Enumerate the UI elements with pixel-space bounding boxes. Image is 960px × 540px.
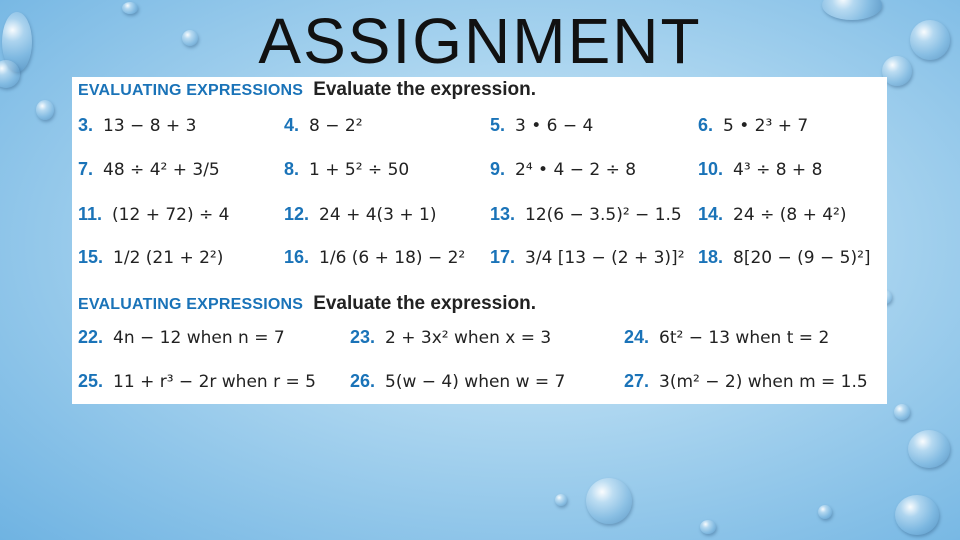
problem-expression: 48 ÷ 4² + 3/5 [103,160,220,180]
problem-number: 4. [284,115,300,135]
problem-item [284,115,363,136]
problem-number: 22. [78,327,104,347]
problem-expression: 4n − 12 when n = 7 [113,328,285,348]
slide-title: ASSIGNMENT [258,5,702,77]
problem-number: 11. [78,204,103,224]
problem-expression: 1/6 (6 + 18) − 2² [319,248,466,268]
problem-expression: 5(w − 4) when w = 7 [385,372,566,392]
problem-expression: 5 • 2³ + 7 [723,116,809,136]
problem-expression: 1 + 5² ÷ 50 [309,160,410,180]
problem-item [284,204,436,225]
problem-item [284,159,409,180]
water-drop-decoration [36,100,54,120]
problem-item [78,247,223,268]
water-drop-decoration [894,404,910,420]
problem-number: 3. [78,115,94,135]
problem-number: 8. [284,159,300,179]
problem-expression: 8 − 2² [309,116,363,136]
problem-item [698,115,808,136]
problem-item [78,204,229,225]
problem-number: 14. [698,204,724,224]
problem-item [624,371,868,392]
problem-item [78,371,316,392]
problem-expression: 3 • 6 − 4 [515,116,594,136]
problem-expression: 3(m² − 2) when m = 1.5 [659,372,868,392]
problem-expression: 3/4 [13 − (2 + 3)]² [525,248,685,268]
problem-number: 27. [624,371,650,391]
water-drop-decoration [895,495,939,535]
problem-item [78,327,285,348]
problem-expression: 12(6 − 3.5)² − 1.5 [525,205,682,225]
problem-number: 24. [624,327,650,347]
problem-item [78,115,196,136]
problem-expression: 24 ÷ (8 + 4²) [733,205,847,225]
problem-number: 26. [350,371,376,391]
problem-number: 17. [490,247,516,267]
section-heading: EVALUATING EXPRESSIONS [78,296,304,313]
problem-expression: (12 + 72) ÷ 4 [112,205,230,225]
problem-panel-2 [72,291,887,404]
problem-expression: 6t² − 13 when t = 2 [659,328,830,348]
problem-number: 5. [490,115,506,135]
section-instruction: Evaluate the expression. [313,79,537,100]
water-drop-decoration [586,478,632,524]
problem-item [490,159,636,180]
section-header [78,79,536,101]
problem-item [490,247,685,268]
problem-item [350,371,565,392]
section-instruction: Evaluate the expression. [313,293,537,314]
water-drop-decoration [818,505,832,519]
problem-item [284,247,465,268]
problem-expression: 4³ ÷ 8 + 8 [733,160,823,180]
problem-item [698,159,822,180]
problem-item [490,204,682,225]
problem-item [78,159,220,180]
problem-expression: 1/2 (21 + 2²) [113,248,224,268]
problem-item [624,327,829,348]
problem-number: 7. [78,159,94,179]
problem-item [350,327,551,348]
problem-number: 12. [284,204,310,224]
water-drop-decoration [908,430,950,468]
problem-number: 18. [698,247,724,267]
problem-expression: 11 + r³ − 2r when r = 5 [113,372,316,392]
problem-item [698,204,846,225]
problem-number: 9. [490,159,506,179]
problem-number: 6. [698,115,714,135]
section-heading: EVALUATING EXPRESSIONS [78,82,304,99]
problem-number: 13. [490,204,516,224]
problem-expression: 24 + 4(3 + 1) [319,205,437,225]
problem-item [490,115,593,136]
problem-expression: 8[20 − (9 − 5)²] [733,248,871,268]
problem-number: 16. [284,247,310,267]
problem-number: 23. [350,327,376,347]
water-drop-decoration [555,494,567,506]
problem-expression: 13 − 8 + 3 [103,116,197,136]
problem-item [698,247,871,268]
problem-panel-1 [72,77,887,291]
problem-number: 25. [78,371,104,391]
problem-expression: 2 + 3x² when x = 3 [385,328,552,348]
section-header [78,293,536,315]
problem-number: 15. [78,247,104,267]
problem-number: 10. [698,159,724,179]
problem-expression: 2⁴ • 4 − 2 ÷ 8 [515,160,637,180]
water-drop-decoration [700,520,716,534]
